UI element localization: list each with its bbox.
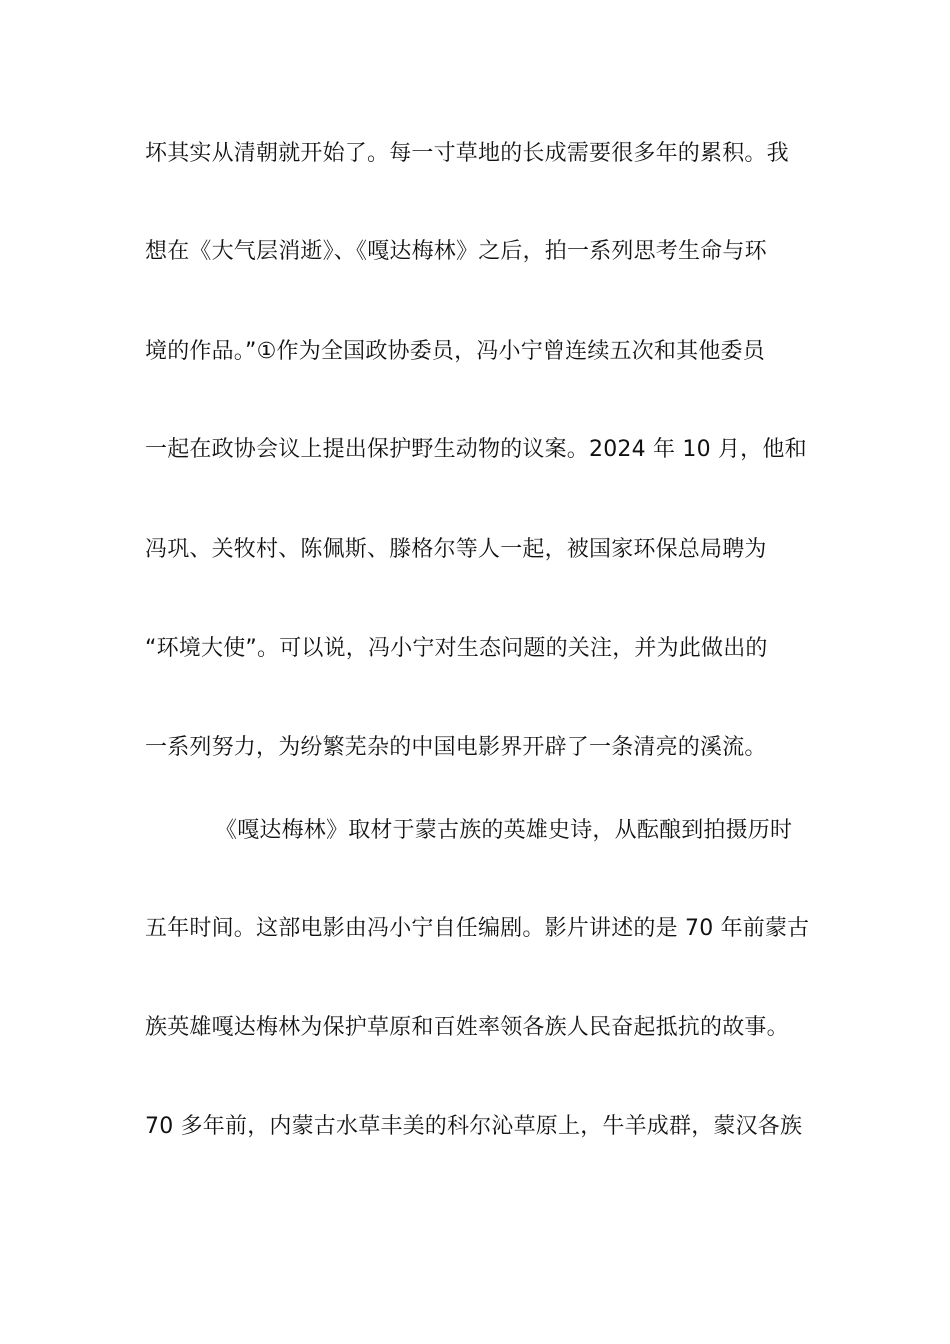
text-line: 一系列努力，为纷繁芜杂的中国电影界开辟了一条清亮的溪流。 bbox=[145, 735, 767, 760]
text-line: 五年时间。这部电影由冯小宁自任编剧。影片讲述的是 70 年前蒙古 bbox=[145, 916, 810, 941]
text-line: 族英雄嘎达梅林为保护草原和百姓率领各族人民奋起抵抗的故事。 bbox=[145, 1015, 789, 1040]
text-line: 70 多年前，内蒙古水草丰美的科尔沁草原上，牛羊成群，蒙汉各族 bbox=[145, 1114, 803, 1139]
text-line: 冯巩、关牧村、陈佩斯、滕格尔等人一起，被国家环保总局聘为 bbox=[145, 537, 767, 562]
paragraph-first-line: 《嘎达梅林》取材于蒙古族的英雄史诗，从酝酿到拍摄历时 bbox=[215, 818, 793, 843]
text-line: 坏其实从清朝就开始了。每一寸草地的长成需要很多年的累积。我 bbox=[145, 141, 789, 166]
text-line: 想在《大气层消逝》、《嘎达梅林》之后，拍一系列思考生命与环 bbox=[145, 239, 767, 264]
text-line: 一起在政协会议上提出保护野生动物的议案。2024 年 10 月，他和 bbox=[145, 437, 807, 462]
text-line: 境的作品。”①作为全国政协委员，冯小宁曾连续五次和其他委员 bbox=[145, 339, 765, 364]
text-line: “环境大使”。可以说，冯小宁对生态问题的关注，并为此做出的 bbox=[145, 636, 768, 661]
